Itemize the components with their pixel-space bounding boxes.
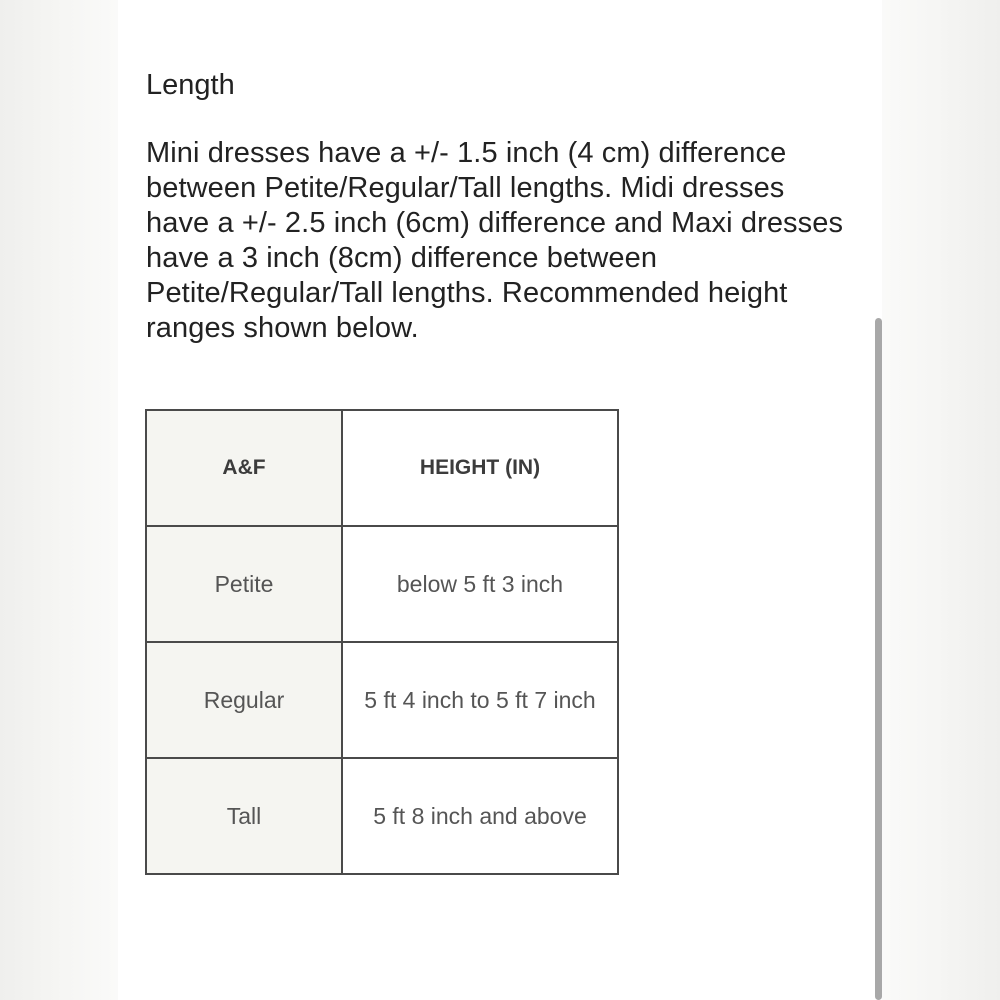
header-height: HEIGHT (IN) [342,410,618,526]
scrollbar-thumb[interactable] [875,318,882,1000]
table-header-row [146,410,618,526]
size-label-petite: Petite [146,526,342,642]
background-right [882,0,1000,1000]
table-row [146,642,618,758]
size-label-regular: Regular [146,642,342,758]
header-brand: A&F [146,410,342,526]
section-title: Length [146,69,235,101]
length-description: Mini dresses have a +/- 1.5 inch (4 cm) difference between Petite/Regular/Tall lengths. Midi dresses have a +/- 2.5 inch (6cm) difference and Maxi dresses have a 3 inch (8cm) difference between Petite/Regular/Tall lengths. Recommended height ranges shown below. [146,137,844,344]
vertical-scrollbar[interactable] [875,318,882,1000]
height-petite: below 5 ft 3 inch [342,526,618,642]
table-row [146,758,618,874]
size-label-tall: Tall [146,758,342,874]
height-regular: 5 ft 4 inch to 5 ft 7 inch [342,642,618,758]
height-tall: 5 ft 8 inch and above [342,758,618,874]
height-size-table [145,409,619,875]
table-row [146,526,618,642]
background-left [0,0,118,1000]
